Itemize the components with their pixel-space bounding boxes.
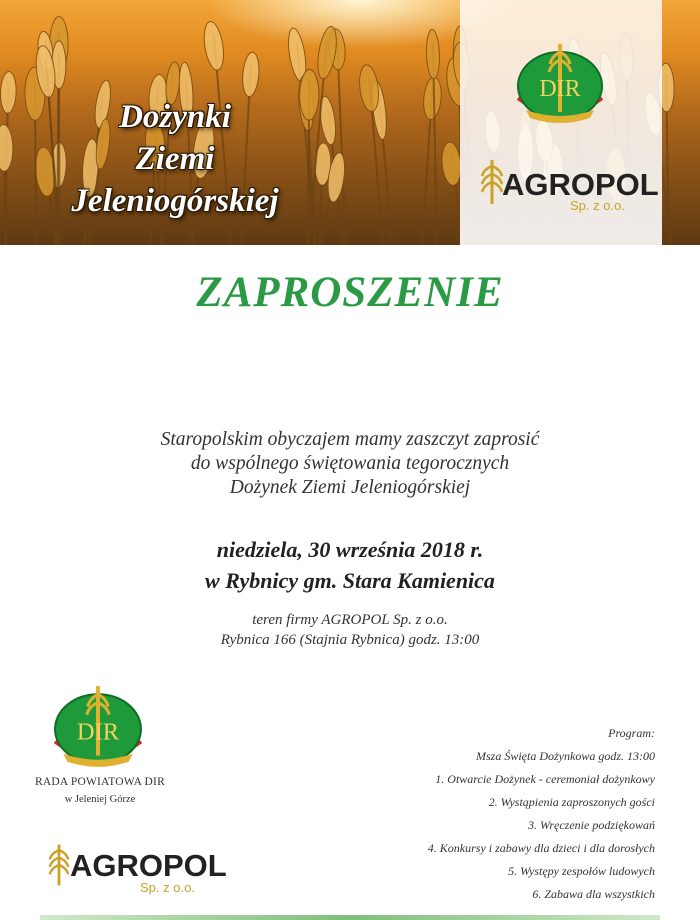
agropol-logo-bottom-subtext: Sp. z o.o. <box>140 880 195 895</box>
organizer-name: RADA POWIATOWA DIR <box>35 776 165 788</box>
program-item: 2. Wystąpienia zaproszonych gości <box>488 795 655 809</box>
venue-details <box>100 610 600 650</box>
header-banner <box>0 0 700 245</box>
invitation-line: do wspólnego świętowania tegorocznych <box>190 453 510 474</box>
agropol-logo-text: AGROPOL <box>502 167 659 202</box>
invitation-text <box>100 428 600 500</box>
banner-title-line: Dożynki <box>119 99 231 135</box>
organizer-block <box>20 776 180 805</box>
program-item: 5. Występy zespołów ludowych <box>508 864 655 878</box>
venue-line: teren firmy AGROPOL Sp. z o.o. <box>252 612 448 628</box>
event-date: niedziela, 30 września 2018 r. <box>216 537 484 562</box>
program-label: Program: <box>608 726 655 740</box>
program-item: 1. Otwarcie Dożynek - ceremoniał dożynkowy <box>435 772 655 786</box>
invitation-line: Staropolskim obyczajem mamy zaszczyt zaprosić <box>160 429 540 450</box>
program-list <box>315 722 655 906</box>
dir-logo-bottom-text: DIR <box>76 718 120 746</box>
agropol-logo-subtext: Sp. z o.o. <box>570 198 625 213</box>
dir-logo-text: DIR <box>539 76 581 102</box>
organizer-place: w Jeleniej Górze <box>64 794 136 805</box>
dir-logo-bottom <box>48 680 148 772</box>
program-item: 6. Zabawa dla wszystkich <box>532 887 655 901</box>
program-item: 4. Konkursy i zabawy dla dzieci i dla dorosłych <box>427 841 655 855</box>
dir-logo <box>512 38 608 128</box>
agropol-logo-bottom-text: AGROPOL <box>70 848 227 883</box>
banner-title-line: Jeleniogórskiej <box>71 183 279 219</box>
banner-title-line: Ziemi <box>135 141 215 177</box>
invitation-line: Dożynek Ziemi Jeleniogórskiej <box>229 477 471 498</box>
logo-panel <box>460 0 662 245</box>
banner-title <box>40 96 310 222</box>
footer-divider <box>40 915 660 920</box>
program-item: 3. Wręczenie podziękowań <box>528 818 655 832</box>
event-location: w Rybnicy gm. Stara Kamienica <box>205 568 495 593</box>
venue-line: Rybnica 166 (Stajnia Rybnica) godz. 13:00 <box>220 632 480 648</box>
page-title: ZAPROSZENIE <box>196 269 504 316</box>
agropol-wheat-icon-bottom <box>46 842 72 888</box>
event-details <box>100 534 600 596</box>
program-item: Msza Święta Dożynkowa godz. 13:00 <box>476 749 655 763</box>
